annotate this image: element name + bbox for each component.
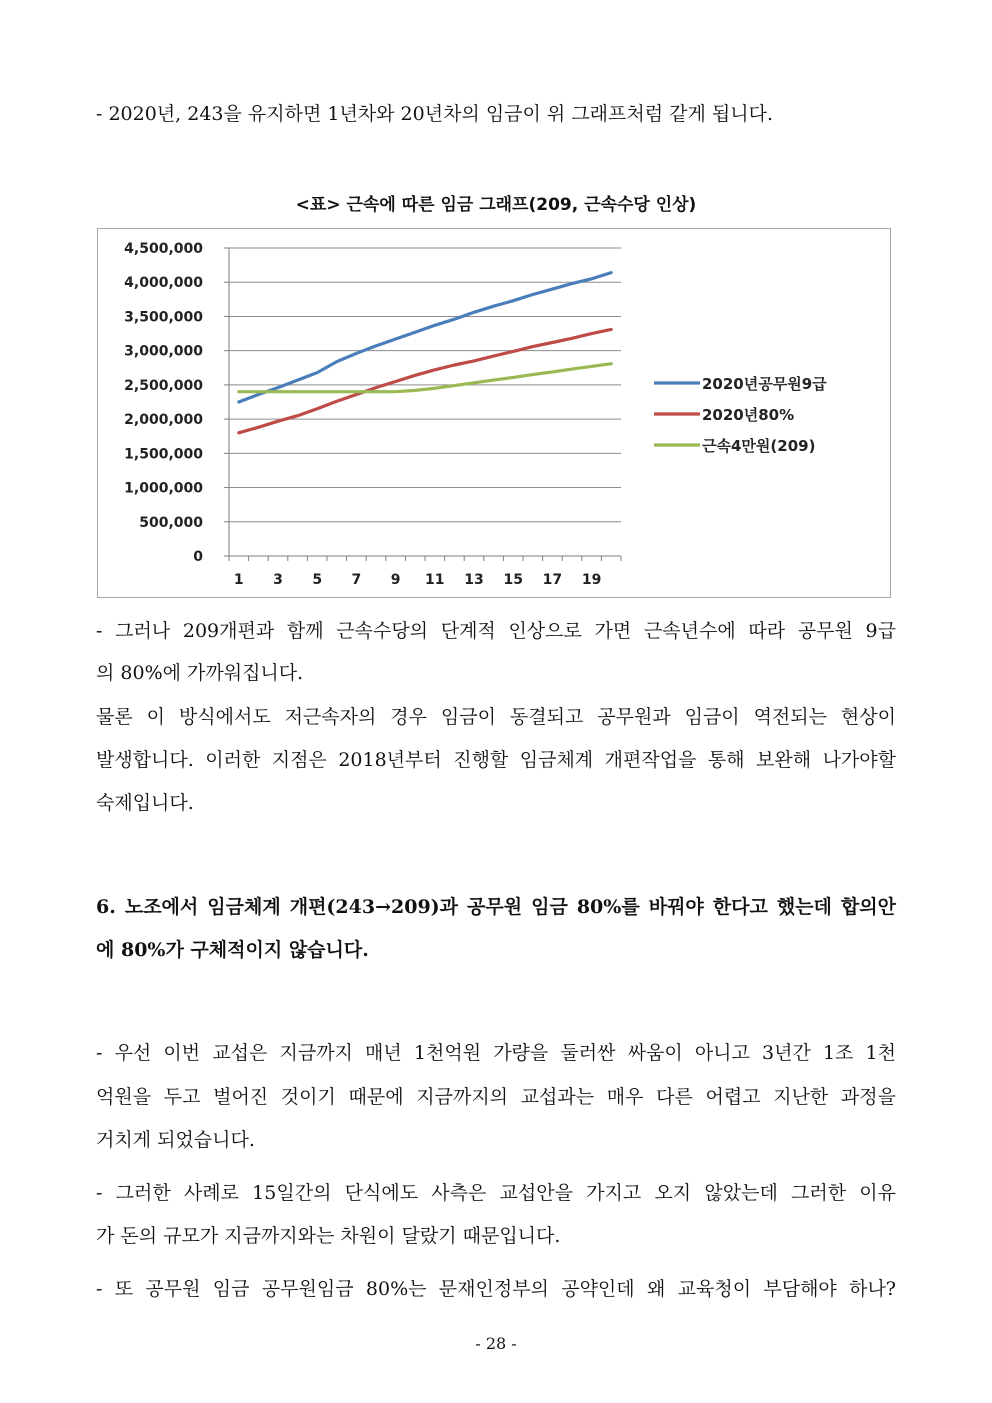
- y-tick-label: 1,000,000: [124, 480, 203, 497]
- x-tick-label: 1: [233, 572, 244, 588]
- x-tick-label: 11: [425, 572, 445, 588]
- chart-caption: <표> 근속에 따른 임금 그래프(209, 근속수당 인상): [295, 195, 697, 215]
- para1-line-4: 발생합니다. 이러한 지점은 2018년부터 진행할 임금체계 개편작업을 통해 보완해 나가야할: [96, 749, 896, 771]
- para2-line-4: - 그러한 사례로 15일간의 단식에도 사측은 교섭안을 가지고 오지 않았는데 그러한 이유: [96, 1182, 896, 1204]
- para1-line-2: 의 80%에 가까워집니다.: [96, 662, 304, 684]
- y-tick-label: 4,000,000: [124, 275, 203, 292]
- y-tick-label: 3,500,000: [124, 309, 203, 326]
- x-tick-label: 15: [503, 572, 523, 588]
- legend-label-1: 2020년공무원9급: [702, 375, 827, 393]
- intro-line: - 2020년, 243을 유지하면 1년차와 20년차의 임금이 위 그래프처럼 같게 됩니다.: [96, 103, 773, 125]
- section-heading-line-1: 6. 노조에서 임금체계 개편(243→209)과 공무원 임금 80%를 바꿔야 한다고 했는데 합의안: [96, 896, 896, 918]
- y-tick-label: 1,500,000: [124, 446, 203, 463]
- y-tick-label: 500,000: [139, 514, 203, 531]
- wage-chart: [97, 228, 891, 598]
- series-line-3: [239, 364, 611, 392]
- para2-line-1: - 우선 이번 교섭은 지금까지 매년 1천억원 가량을 둘러싼 싸움이 아니고 3년간 1조 1천: [96, 1042, 896, 1064]
- para2-line-6: - 또 공무원 임금 공무원임금 80%는 문재인정부의 공약인데 왜 교육청이 부담해야 하나?: [96, 1278, 896, 1300]
- y-tick-label: 2,500,000: [124, 377, 203, 394]
- page-number: - 28 -: [475, 1334, 517, 1353]
- para1-line-5: 숙제입니다.: [96, 792, 194, 814]
- x-tick-label: 19: [581, 572, 602, 588]
- x-tick-label: 13: [464, 572, 484, 588]
- x-tick-label: 9: [390, 572, 401, 588]
- x-tick-label: 5: [312, 572, 323, 588]
- chart-svg: [98, 229, 890, 597]
- para1-line-3: 물론 이 방식에서도 저근속자의 경우 임금이 동결되고 공무원과 임금이 역전되는 현상이: [96, 706, 896, 728]
- x-tick-label: 3: [273, 572, 283, 588]
- legend-label-3: 근속4만원(209): [702, 437, 816, 455]
- para2-line-5: 가 돈의 규모가 지금까지와는 차원이 달랐기 때문입니다.: [96, 1225, 561, 1247]
- x-tick-label: 7: [351, 572, 362, 588]
- y-tick-label: 4,500,000: [124, 241, 203, 257]
- series-line-1: [239, 273, 611, 402]
- x-tick-label: 17: [542, 572, 563, 588]
- y-tick-label: 0: [193, 549, 203, 565]
- y-tick-label: 3,000,000: [124, 343, 203, 360]
- y-tick-label: 2,000,000: [124, 412, 203, 429]
- para1-line-1: - 그러나 209개편과 함께 근속수당의 단계적 인상으로 가면 근속년수에 따라 공무원 9급: [96, 620, 896, 642]
- section-heading-line-2: 에 80%가 구체적이지 않습니다.: [96, 939, 369, 961]
- legend-label-2: 2020년80%: [702, 406, 795, 424]
- para2-line-3: 거치게 되었습니다.: [96, 1129, 255, 1151]
- para2-line-2: 억원을 두고 벌어진 것이기 때문에 지금까지의 교섭과는 매우 다른 어렵고 지난한 과정을: [96, 1086, 896, 1108]
